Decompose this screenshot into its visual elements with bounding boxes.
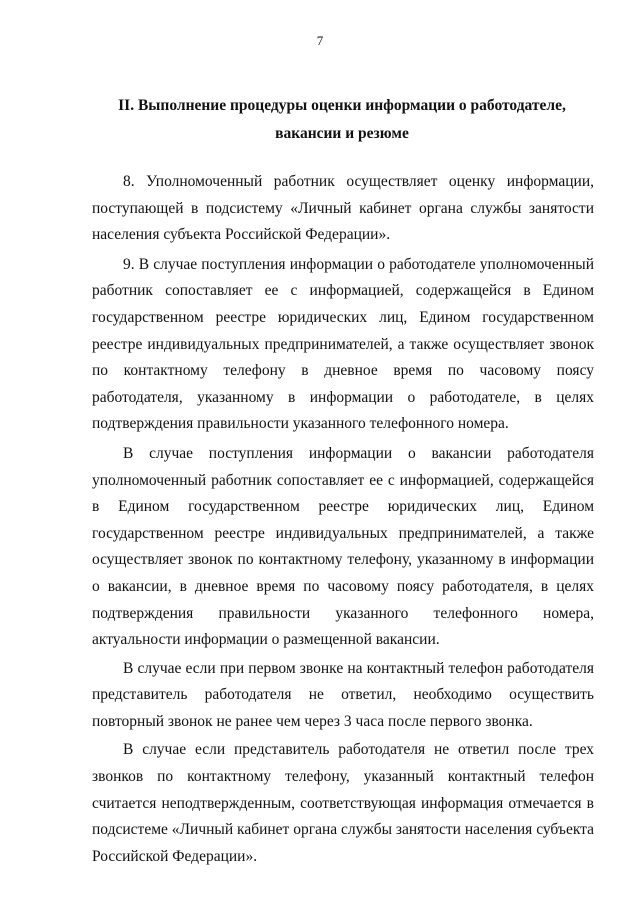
- section-title-line-2: вакансии и резюме: [275, 125, 409, 142]
- page-number: 7: [316, 33, 324, 48]
- paragraph-9: 9. В случае поступления информации о работодателе уполномоченный работник сопоставляет ее с информацией, содержащейся в Едином государственном реестре юридических лиц, Едином государственном реестре индивидуальных предпринимателей, а также осуществляет звонок по контактному телефону в дневное время по часовому поясу работодателя, указанному в информации о работодателе, в целях подтверждения правильности указанного телефонного номера.: [92, 255, 594, 433]
- paragraph-repeat-call: В случае если при первом звонке на контактный телефон работодателя представитель работодателя не ответил, необходимо осуществить повторный звонок не ранее чем через 3 часа после первого звонка.: [92, 659, 594, 730]
- document-body: [92, 169, 594, 870]
- section-title-line-1: II. Выполнение процедуры оценки информации о работодателе,: [118, 97, 566, 114]
- paragraph-8: 8. Уполномоченный работник осуществляет оценку информации, поступающей в подсистему «Личный кабинет органа службы занятости населения субъекта Российской Федерации».: [92, 173, 594, 244]
- paragraph-vacancy-check: В случае поступления информации о вакансии работодателя уполномоченный работник сопоставляет ее с информацией, содержащейся в Едином государственном реестре юридических лиц, Едином государственном реестре индивидуальных предпринимателей, а также осуществляет звонок по контактному телефону, указанному в информации о вакансии, в дневное время по часовому поясу работодателя, в целях подтверждения правильности указанного телефонного номера, актуальности информации о размещенной вакансии.: [92, 444, 594, 649]
- paragraph-unconfirmed-phone: В случае если представитель работодателя не ответил после трех звонков по контактному телефону, указанный контактный телефон считается неподтвержденным, соответствующая информация отмечается в подсистеме «Личный кабинет органа службы занятости населения субъекта Российской Федерации».: [92, 741, 594, 865]
- section-title: [92, 92, 592, 148]
